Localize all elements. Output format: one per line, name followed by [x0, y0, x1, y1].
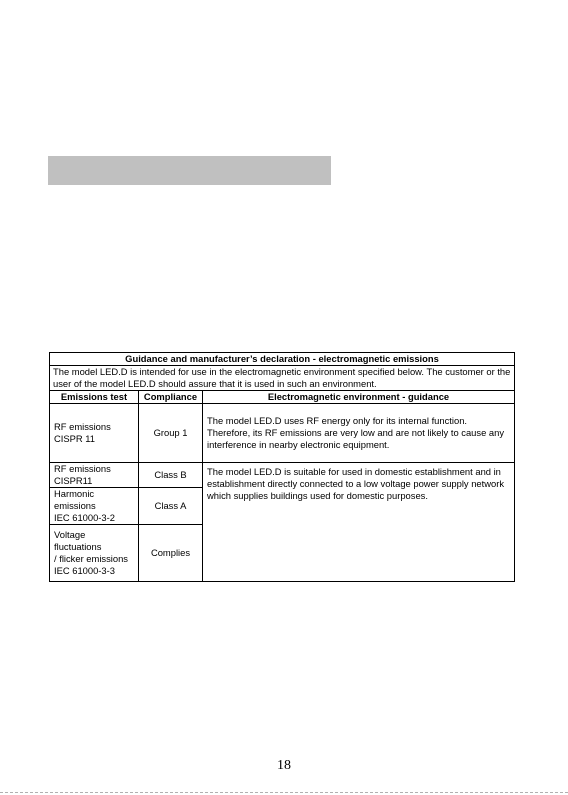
test-line: RF emissions — [54, 421, 111, 432]
emissions-test-cell — [50, 488, 139, 525]
test-line: / flicker emissions — [54, 553, 128, 564]
header-emissions-test: Emissions test — [50, 391, 139, 404]
compliance-cell: Complies — [139, 525, 203, 582]
test-line: Harmonic emissions — [54, 488, 96, 511]
header-compliance: Compliance — [139, 391, 203, 404]
guidance-cell: The model LED.D uses RF energy only for its internal function. Therefore, its RF emissions are very low and are not likely to cause any interference in nearby electronic equipment. — [203, 404, 515, 463]
bottom-divider — [0, 792, 568, 793]
compliance-cell: Class B — [139, 463, 203, 488]
test-line: CISPR 11 — [54, 433, 95, 444]
emissions-test-cell — [50, 463, 139, 488]
test-line: CISPR11 — [54, 475, 93, 486]
guidance-cell: The model LED.D is suitable for used in domestic establishment and in establishment directly connected to a low voltage power supply network which supplies buildings used for domestic purposes. — [203, 463, 515, 582]
emissions-declaration-table — [49, 352, 515, 582]
table-row — [50, 463, 515, 488]
emissions-test-cell — [50, 525, 139, 582]
test-line: RF emissions — [54, 463, 111, 474]
compliance-cell: Group 1 — [139, 404, 203, 463]
table-title: Guidance and manufacturer’s declaration - electromagnetic emissions — [50, 353, 515, 366]
table-row — [50, 404, 515, 463]
emissions-test-cell — [50, 404, 139, 463]
test-line: Voltage fluctuations — [54, 529, 102, 552]
test-line: IEC 61000-3-2 — [54, 512, 115, 523]
section-heading-bar — [48, 156, 331, 185]
test-line: IEC 61000-3-3 — [54, 565, 115, 576]
page-number: 18 — [277, 758, 291, 773]
compliance-cell: Class A — [139, 488, 203, 525]
header-guidance: Electromagnetic environment - guidance — [203, 391, 515, 404]
table-intro: The model LED.D is intended for use in the electromagnetic environment specified below. The customer or the user of the model LED.D should assure that it is used in such an environment. — [50, 366, 515, 391]
